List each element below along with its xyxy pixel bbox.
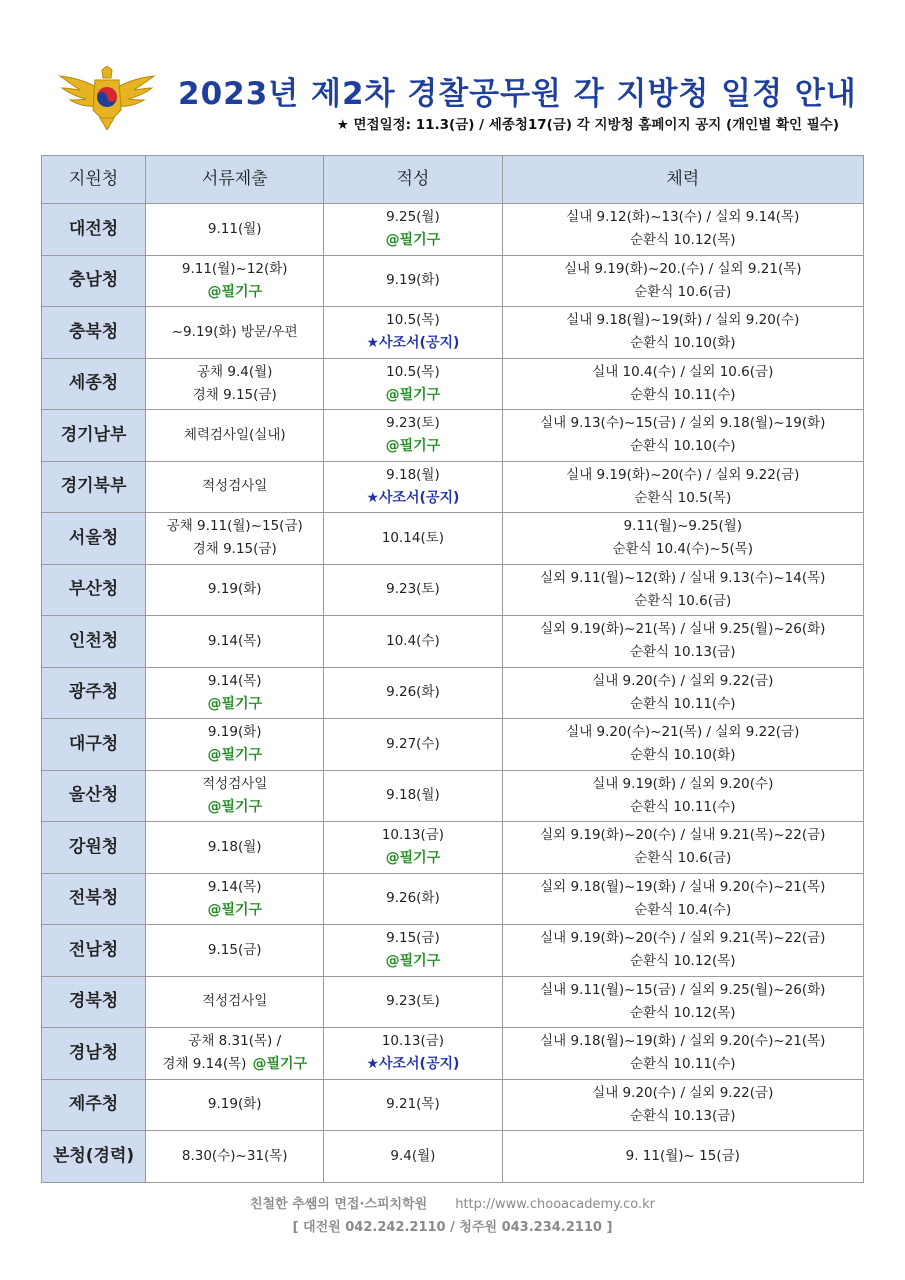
fitness-cell-line [503,412,863,435]
docs-cell [146,873,324,925]
docs-cell [146,822,324,874]
fitness-cell-line [503,899,863,922]
table-row [42,1079,864,1131]
aptitude-cell-text: 10.4(수) [386,632,440,649]
pencil-note: @필기구 [385,386,441,403]
fitness-cell-text: 실외 9.11(월)~12(화) / 실내 9.13(수)~14(목) [540,569,826,586]
fitness-cell-line [503,1030,863,1053]
docs-cell-line [146,515,323,538]
docs-cell-line [146,384,323,407]
docs-cell-line [146,1093,323,1116]
docs-cell-text: 9.11(월) [207,220,262,237]
table-row [42,564,864,616]
fitness-cell-line [503,590,863,613]
aptitude-cell-line [324,630,501,653]
fitness-cell-line [503,435,863,458]
aptitude-cell [324,513,502,565]
fitness-cell-text: 순환식 10.6(금) [634,592,732,609]
fitness-cell-text: 순환식 10.12(목) [629,232,736,249]
fitness-cell-text: 순환식 10.11(수) [629,386,736,403]
docs-cell-text: 경채 9.15(금) [192,541,277,558]
table-row [42,307,864,359]
page-header [0,0,905,150]
academy-url[interactable]: http://www.chooacademy.co.kr [455,1197,656,1212]
docs-cell-text: 공채 9.4(월) [197,363,273,380]
docs-cell-text: 공채 9.11(월)~15(금) [166,518,303,535]
aptitude-cell-line [324,361,501,384]
fitness-cell [502,1028,863,1080]
docs-cell [146,1131,324,1183]
docs-cell-text: 경채 9.15(금) [192,386,277,403]
pencil-note: @필기구 [207,901,263,918]
fitness-cell-line [503,950,863,973]
docs-cell-text: 9.14(목) [207,878,262,895]
fitness-cell-text: 실내 9.19(화) / 실외 9.20(수) [592,775,774,792]
fitness-cell-text: 9. 11(월)~ 15(금) [625,1147,740,1164]
self-intro-note: ★사조서(공지) [366,1056,460,1073]
table-header-row [42,156,864,204]
office-cell: 충남청 [42,255,146,307]
fitness-cell [502,513,863,565]
fitness-cell-text: 순환식 10.4(수) [634,901,732,918]
aptitude-cell [324,719,502,771]
aptitude-cell-text: 9.18(월) [386,787,440,804]
police-emblem-icon [58,66,156,130]
docs-cell [146,770,324,822]
table-row [42,513,864,565]
interview-notice: ★ 면접일정: 11.3(금) / 세종청17(금) 각 지방청 홈페이지 공지 (개인별 확인 필수) [336,117,839,133]
fitness-cell-text: 순환식 10.11(수) [629,798,736,815]
aptitude-cell-text: 10.13(금) [381,1033,445,1050]
aptitude-cell [324,873,502,925]
aptitude-cell-line [324,578,501,601]
aptitude-cell [324,564,502,616]
aptitude-cell-text: 10.5(목) [386,312,440,329]
docs-cell-line [146,939,323,962]
fitness-cell-line [503,332,863,355]
table-row [42,976,864,1028]
docs-cell [146,461,324,513]
office-cell: 광주청 [42,667,146,719]
docs-cell-line [146,361,323,384]
aptitude-cell-line [324,1093,501,1116]
column-header-aptitude: 적성 [324,156,502,204]
fitness-cell [502,461,863,513]
docs-cell-line [146,836,323,859]
docs-cell [146,513,324,565]
office-cell: 부산청 [42,564,146,616]
aptitude-cell-line [324,990,501,1013]
docs-cell-line [146,990,323,1013]
fitness-cell-line [503,258,863,281]
docs-cell-line [146,876,323,899]
page-title: 2023년 제2차 경찰공무원 각 지방청 일정 안내 [178,76,857,112]
fitness-cell-text: 순환식 10.11(수) [629,1056,736,1073]
aptitude-cell [324,822,502,874]
fitness-cell-line [503,824,863,847]
office-cell: 서울청 [42,513,146,565]
aptitude-cell-text: 9.19(화) [386,272,440,289]
fitness-cell-line [503,1082,863,1105]
aptitude-cell-line [324,527,501,550]
table-row [42,255,864,307]
aptitude-cell [324,461,502,513]
docs-cell [146,976,324,1028]
fitness-cell-line [503,979,863,1002]
aptitude-cell [324,976,502,1028]
office-cell: 본청(경력) [42,1131,146,1183]
fitness-cell-text: 순환식 10.5(목) [634,489,732,506]
pencil-note: @필기구 [252,1056,308,1073]
fitness-cell-line [503,641,863,664]
aptitude-cell-line [324,681,501,704]
aptitude-cell-line [324,412,501,435]
fitness-cell-line [503,670,863,693]
fitness-cell-text: 실내 9.11(월)~15(금) / 실외 9.25(월)~26(화) [540,981,826,998]
docs-cell [146,1028,324,1080]
pencil-note: @필기구 [207,283,263,300]
aptitude-cell [324,667,502,719]
pencil-note: @필기구 [385,953,441,970]
docs-cell-text: 9.15(금) [207,941,262,958]
fitness-cell-line [503,1105,863,1128]
docs-cell-line [146,321,323,344]
self-intro-note: ★사조서(공지) [366,489,460,506]
fitness-cell-text: 순환식 10.13(금) [629,1107,736,1124]
aptitude-cell-text: 10.5(목) [386,363,440,380]
table-row [42,461,864,513]
docs-cell-text: 9.14(목) [207,632,262,649]
aptitude-cell-line [324,887,501,910]
aptitude-cell [324,616,502,668]
docs-cell-line [146,1053,323,1076]
column-header-office: 지원청 [42,156,146,204]
office-cell: 경기남부 [42,410,146,462]
aptitude-cell-text: 9.26(화) [386,890,440,907]
fitness-cell [502,770,863,822]
office-cell: 경남청 [42,1028,146,1080]
fitness-cell [502,1131,863,1183]
fitness-cell-text: 실내 9.18(월)~19(화) / 실외 9.20(수)~21(목) [540,1033,826,1050]
docs-cell [146,616,324,668]
aptitude-cell-text: 10.13(금) [381,827,445,844]
docs-cell-line [146,1145,323,1168]
aptitude-cell-text: 9.23(토) [386,581,440,598]
office-cell: 경북청 [42,976,146,1028]
docs-cell-line [146,670,323,693]
fitness-cell [502,1079,863,1131]
docs-cell-text: 9.14(목) [207,672,262,689]
aptitude-cell-text: 9.23(토) [386,415,440,432]
table-row [42,873,864,925]
fitness-cell-text: 실내 9.19(화)~20(수) / 실외 9.22(금) [566,466,800,483]
pencil-note: @필기구 [207,695,263,712]
fitness-cell [502,410,863,462]
docs-cell [146,719,324,771]
fitness-cell-line [503,309,863,332]
aptitude-cell-text: 9.18(월) [386,466,440,483]
aptitude-cell [324,204,502,256]
fitness-cell-text: 순환식 10.10(화) [629,335,736,352]
docs-cell-text: 9.19(화) [207,581,262,598]
fitness-cell-line [503,1053,863,1076]
aptitude-cell-line [324,1030,501,1053]
table-row [42,204,864,256]
fitness-cell-line [503,744,863,767]
office-cell: 울산청 [42,770,146,822]
self-intro-note: ★사조서(공지) [366,335,460,352]
fitness-cell-line [503,206,863,229]
fitness-cell [502,873,863,925]
docs-cell-line [146,578,323,601]
pencil-note: @필기구 [385,232,441,249]
fitness-cell-line [503,773,863,796]
fitness-cell-line [503,384,863,407]
fitness-cell [502,564,863,616]
fitness-cell-text: 실내 9.19(화)~20.(수) / 실외 9.21(목) [564,260,802,277]
docs-cell-line [146,721,323,744]
fitness-cell-text: 순환식 10.10(화) [629,747,736,764]
fitness-cell-line [503,1002,863,1025]
fitness-cell [502,976,863,1028]
footer-academy [0,1193,905,1212]
fitness-cell-text: 순환식 10.13(금) [629,644,736,661]
fitness-cell-text: 실내 9.20(수)~21(목) / 실외 9.22(금) [566,724,800,741]
fitness-cell-text: 실외 9.18(월)~19(화) / 실내 9.20(수)~21(목) [540,878,826,895]
pencil-note: @필기구 [207,798,263,815]
fitness-cell-text: 순환식 10.6(금) [634,283,732,300]
office-cell: 인천청 [42,616,146,668]
office-cell: 대전청 [42,204,146,256]
schedule-table [41,155,864,1183]
docs-cell-text: ~9.19(화) 방문/우편 [171,323,298,340]
fitness-cell [502,667,863,719]
aptitude-cell [324,358,502,410]
fitness-cell-text: 실내 9.18(월)~19(화) / 실외 9.20(수) [566,312,800,329]
pencil-note: @필기구 [385,850,441,867]
aptitude-cell-text: 9.25(월) [386,209,440,226]
docs-cell [146,925,324,977]
aptitude-cell [324,307,502,359]
fitness-cell-line [503,796,863,819]
aptitude-cell [324,410,502,462]
office-cell: 전북청 [42,873,146,925]
table-body [42,204,864,1183]
aptitude-cell-line [324,464,501,487]
fitness-cell-line [503,1145,863,1168]
fitness-cell-line [503,538,863,561]
column-header-docs: 서류제출 [146,156,324,204]
fitness-cell-text: 실내 9.20(수) / 실외 9.22(금) [592,1084,774,1101]
docs-cell-line [146,218,323,241]
table-row [42,410,864,462]
docs-cell-text: 적성검사일 [202,993,268,1010]
aptitude-cell-text: 9.23(토) [386,993,440,1010]
aptitude-cell-text: 10.14(토) [381,529,445,546]
docs-cell-line [146,258,323,281]
aptitude-cell-line [324,733,501,756]
fitness-cell-text: 실내 10.4(수) / 실외 10.6(금) [592,363,774,380]
aptitude-cell-text: 9.26(화) [386,684,440,701]
office-cell: 충북청 [42,307,146,359]
office-cell: 제주청 [42,1079,146,1131]
aptitude-cell [324,925,502,977]
docs-cell-line [146,773,323,796]
fitness-cell-line [503,281,863,304]
docs-cell [146,564,324,616]
fitness-cell [502,925,863,977]
table-row [42,667,864,719]
aptitude-cell-line [324,309,501,332]
fitness-cell-line [503,487,863,510]
office-cell: 강원청 [42,822,146,874]
aptitude-cell-line [324,269,501,292]
docs-cell-text: 적성검사일 [202,478,268,495]
docs-cell-line [146,538,323,561]
fitness-cell-text: 순환식 10.10(수) [629,438,736,455]
fitness-cell-line [503,693,863,716]
fitness-cell [502,358,863,410]
fitness-cell-line [503,618,863,641]
table-row [42,822,864,874]
fitness-cell-text: 실내 9.20(수) / 실외 9.22(금) [592,672,774,689]
aptitude-cell [324,770,502,822]
fitness-cell-text: 순환식 10.11(수) [629,695,736,712]
office-cell: 대구청 [42,719,146,771]
docs-cell-text: 9.11(월)~12(화) [181,260,288,277]
aptitude-cell-text: 9.21(목) [386,1096,440,1113]
docs-cell [146,255,324,307]
fitness-cell-line [503,515,863,538]
docs-cell-text: 적성검사일 [202,775,268,792]
fitness-cell-text: 실외 9.19(화)~20(수) / 실내 9.21(목)~22(금) [540,827,826,844]
aptitude-cell-text: 9.27(수) [386,735,440,752]
docs-cell-text: 체력검사일(실내) [183,426,286,443]
fitness-cell-line [503,464,863,487]
table-row [42,1028,864,1080]
academy-name: 친철한 추쌤의 면접·스피치학원 [249,1197,428,1212]
table-row [42,616,864,668]
footer-contacts: [ 대전원 042.242.2110 / 청주원 043.234.2110 ] [292,1220,613,1235]
pencil-note: @필기구 [207,747,263,764]
fitness-cell-text: 순환식 10.6(금) [634,850,732,867]
docs-cell-line [146,424,323,447]
office-cell: 경기북부 [42,461,146,513]
fitness-cell-text: 실외 9.19(화)~21(목) / 실내 9.25(월)~26(화) [540,621,826,638]
fitness-cell-text: 9.11(월)~9.25(월) [623,518,743,535]
docs-cell [146,358,324,410]
pencil-note: @필기구 [385,438,441,455]
aptitude-cell-text: 9.4(월) [390,1147,436,1164]
fitness-cell-line [503,567,863,590]
fitness-cell-text: 실내 9.13(수)~15(금) / 실외 9.18(월)~19(화) [540,415,826,432]
docs-cell-text: 9.19(화) [207,1096,262,1113]
docs-cell [146,1079,324,1131]
aptitude-cell-line [324,784,501,807]
fitness-cell-text: 실내 9.19(화)~20(수) / 실외 9.21(목)~22(금) [540,930,826,947]
fitness-cell-line [503,927,863,950]
docs-cell [146,307,324,359]
table-row [42,358,864,410]
docs-cell-text: 9.19(화) [207,724,262,741]
fitness-cell-text: 순환식 10.12(목) [629,953,736,970]
docs-cell-text: 9.18(월) [207,838,262,855]
aptitude-cell-text: 9.15(금) [386,930,440,947]
fitness-cell-text: 실내 9.12(화)~13(수) / 실외 9.14(목) [566,209,800,226]
aptitude-cell-line [324,824,501,847]
table-row [42,770,864,822]
fitness-cell-line [503,721,863,744]
docs-cell-text: 경채 9.14(목) [162,1056,247,1073]
aptitude-cell [324,1131,502,1183]
office-cell: 세종청 [42,358,146,410]
fitness-cell-line [503,229,863,252]
fitness-cell-line [503,876,863,899]
fitness-cell-line [503,361,863,384]
aptitude-cell [324,1079,502,1131]
aptitude-cell-line [324,1145,501,1168]
aptitude-cell-line [324,927,501,950]
docs-cell-line [146,630,323,653]
fitness-cell [502,822,863,874]
docs-cell [146,204,324,256]
fitness-cell [502,255,863,307]
fitness-cell [502,307,863,359]
fitness-cell-line [503,847,863,870]
docs-cell-text: 8.30(수)~31(목) [181,1147,288,1164]
table-row [42,1131,864,1183]
fitness-cell-text: 순환식 10.4(수)~5(목) [612,541,754,558]
table-row [42,925,864,977]
table-row [42,719,864,771]
aptitude-cell-line [324,206,501,229]
fitness-cell [502,616,863,668]
docs-cell [146,667,324,719]
fitness-cell [502,719,863,771]
docs-cell-line [146,1030,323,1053]
docs-cell-text: 공채 8.31(목) / [188,1033,282,1050]
fitness-cell [502,204,863,256]
fitness-cell-text: 순환식 10.12(목) [629,1004,736,1021]
column-header-fitness: 체력 [502,156,863,204]
docs-cell [146,410,324,462]
aptitude-cell [324,255,502,307]
aptitude-cell [324,1028,502,1080]
docs-cell-line [146,475,323,498]
office-cell: 전남청 [42,925,146,977]
